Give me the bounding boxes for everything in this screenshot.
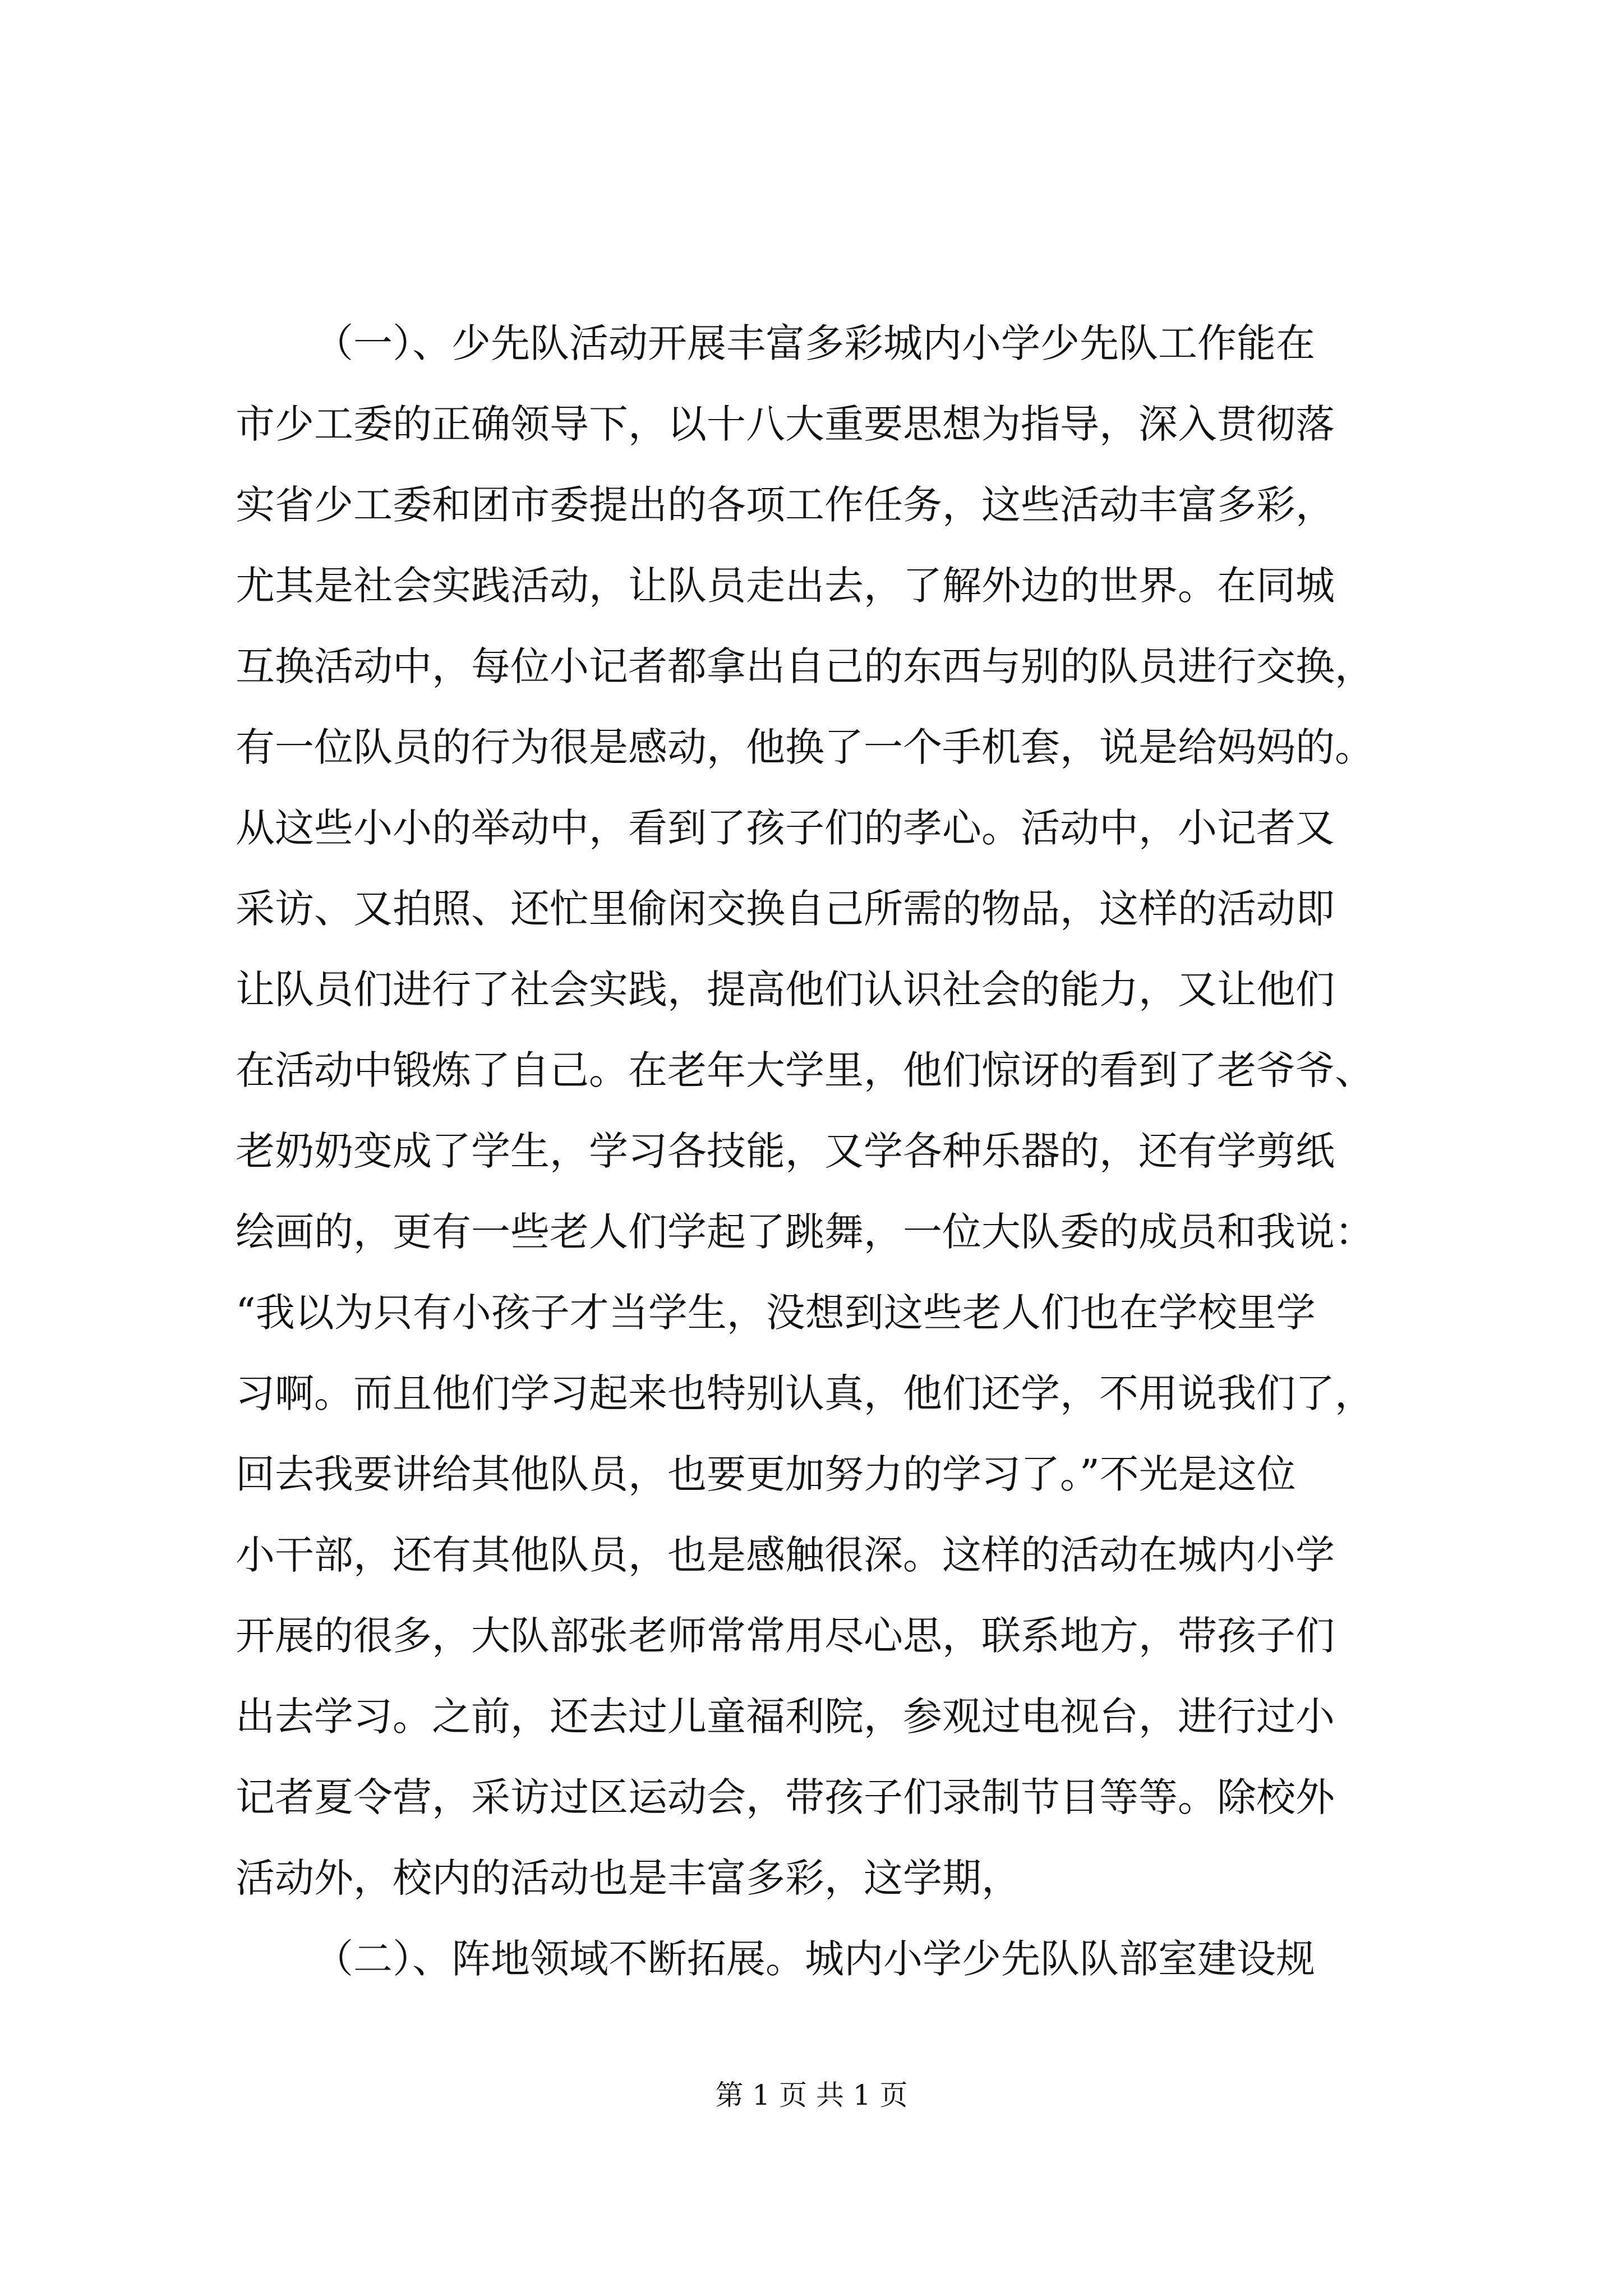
paragraph-line: 在活动中锻炼了自己。在老年大学里，他们惊讶的看到了老爷爷、 (236, 1047, 1374, 1093)
paragraph-line: 开展的很多，大队部张老师常常用尽心思，联系地方，带孩子们 (236, 1613, 1335, 1659)
paragraph-line: 绘画的，更有一些老人们学起了跳舞，一位大队委的成员和我说： (236, 1209, 1374, 1255)
paragraph-line: 市少工委的正确领导下，以十八大重要思想为指导，深入贯彻落 (236, 401, 1335, 447)
paragraph-line: 回去我要讲给其他队员，也要更加努力的学习了。”不光是这位 (236, 1451, 1296, 1497)
paragraph-line: （一）、少先队活动开展丰富多彩城内小学少先队工作能在 (314, 320, 1315, 366)
paragraph-line: 习啊。而且他们学习起来也特别认真，他们还学，不用说我们了， (236, 1370, 1374, 1416)
body-text (236, 303, 1416, 1999)
paragraph-line: 活动外，校内的活动也是丰富多彩，这学期， (236, 1855, 1021, 1901)
paragraph-line: 有一位队员的行为很是感动，他换了一个手机套，说是给妈妈的。 (236, 724, 1374, 770)
paragraph-line: 从这些小小的举动中，看到了孩子们的孝心。活动中，小记者又 (236, 805, 1335, 851)
paragraph-line: 实省少工委和团市委提出的各项工作任务，这些活动丰富多彩， (236, 482, 1335, 528)
paragraph-line: 采访、又拍照、还忙里偷闲交换自己所需的物品，这样的活动即 (236, 886, 1335, 932)
paragraph-line: “我以为只有小孩子才当学生，没想到这些老人们也在学校里学 (236, 1290, 1316, 1336)
paragraph-line: （二）、阵地领域不断拓展。城内小学少先队队部室建设规 (314, 1936, 1315, 1982)
paragraph-line: 互换活动中，每位小记者都拿出自己的东西与别的队员进行交换， (236, 643, 1374, 689)
paragraph-line: 让队员们进行了社会实践，提高他们认识社会的能力，又让他们 (236, 967, 1335, 1013)
page-footer: 第 1 页 共 1 页 (715, 2079, 908, 2111)
paragraph-line: 小干部，还有其他队员，也是感触很深。这样的活动在城内小学 (236, 1532, 1335, 1578)
paragraph-line: 老奶奶变成了学生，学习各技能，又学各种乐器的，还有学剪纸 (236, 1128, 1335, 1174)
paragraph-line: 记者夏令营，采访过区运动会，带孩子们录制节目等等。除校外 (236, 1774, 1335, 1820)
paragraph-line: 尤其是社会实践活动，让队员走出去，了解外边的世界。在同城 (236, 563, 1335, 609)
paragraph-line: 出去学习。之前，还去过儿童福利院，参观过电视台，进行过小 (236, 1694, 1335, 1740)
